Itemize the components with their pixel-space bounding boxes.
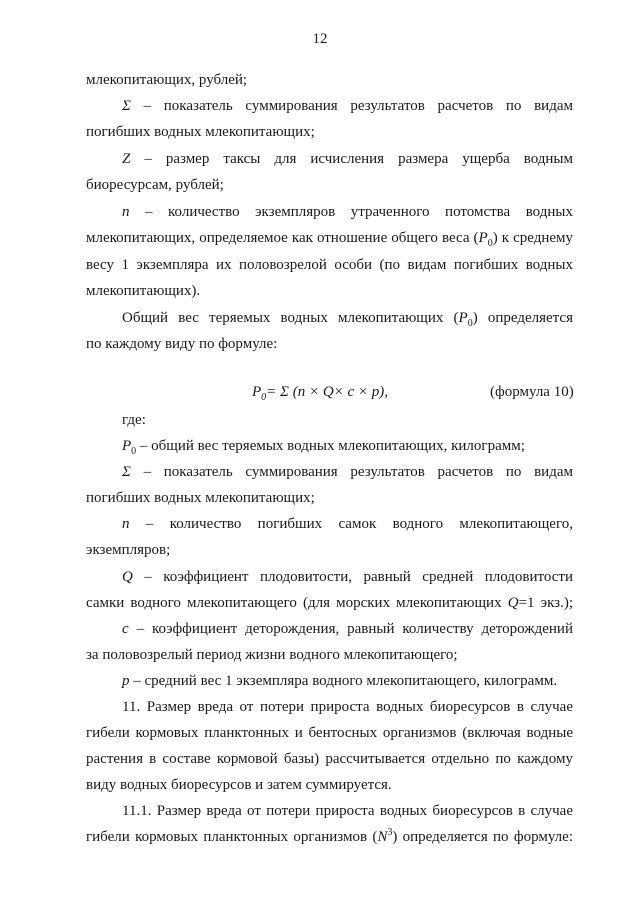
page-number: 12 [312,31,328,47]
text-line: Общий вес теряемых водных млекопитающих $(P_0)$ определяется [122,310,573,329]
text-line: растения в составе кормовой базы) рассчитывается отдельно по каждому [86,751,573,767]
text-line: где: [122,412,146,428]
text-line: по каждому виду по формуле: [86,336,278,352]
text-line: c – коэффициент деторождения, равный количеству деторождений [122,621,573,637]
symbol: n [122,204,130,220]
text-line: 11. Размер вреда от потери прироста водных биоресурсов в случае [122,699,573,715]
text-line: 11.1. Размер вреда от потери прироста водных биоресурсов в случае [122,803,573,819]
text-line: n – количество экземпляров утраченного потомства водных [122,204,573,220]
text-line: виду водных биоресурсов и затем суммируется. [86,777,392,793]
text-line: погибших водных млекопитающих; [86,490,315,506]
text-line: млекопитающих, определяемое как отношение общего веса $(P_0)$ к среднему [86,230,574,249]
text-line: гибели кормовых планктонных и бентосных организмов (включая водные [86,725,573,741]
text-line: биоресурсам, рублей; [86,177,224,193]
formula: $P_0= \Sigma$ (n × Q× c × p), [252,384,389,403]
text-line: экземпляров; [86,542,171,558]
text-line: погибших водных млекопитающих; [86,124,315,140]
formula-label: (формула 10) [490,384,574,400]
text-line: p – средний вес 1 экземпляра водного млекопитающего, килограмм. [122,673,558,689]
text-line: Q – коэффициент плодовитости, равный средней плодовитости [122,569,573,585]
symbol: Σ [122,98,131,114]
symbol: Z [122,151,131,167]
text-line: весу 1 экземпляра их половозрелой особи (по видам погибших водных [86,257,573,273]
text-line: гибели кормовых планктонных организмов $(N^3)$ определяется по формуле: [86,827,573,845]
text-line: млекопитающих, рублей; [86,72,248,88]
text-line: Σ – показатель суммирования результатов расчетов по видам [122,98,573,114]
text-line: за половозрелый период жизни водного млекопитающего; [86,647,458,663]
text-line: $P_0$ – общий вес теряемых водных млекопитающих, килограмм; [122,438,525,457]
text-line: млекопитающих). [86,283,201,299]
text-line: n – количество погибших самок водного млекопитающего, [122,516,573,532]
text-line: Z – размер таксы для исчисления размера ущерба водным [122,151,573,167]
text-line: самки водного млекопитающего (для морских млекопитающих Q=1 экз.); [86,595,574,611]
text-line: Σ – показатель суммирования результатов расчетов по видам [122,464,573,480]
